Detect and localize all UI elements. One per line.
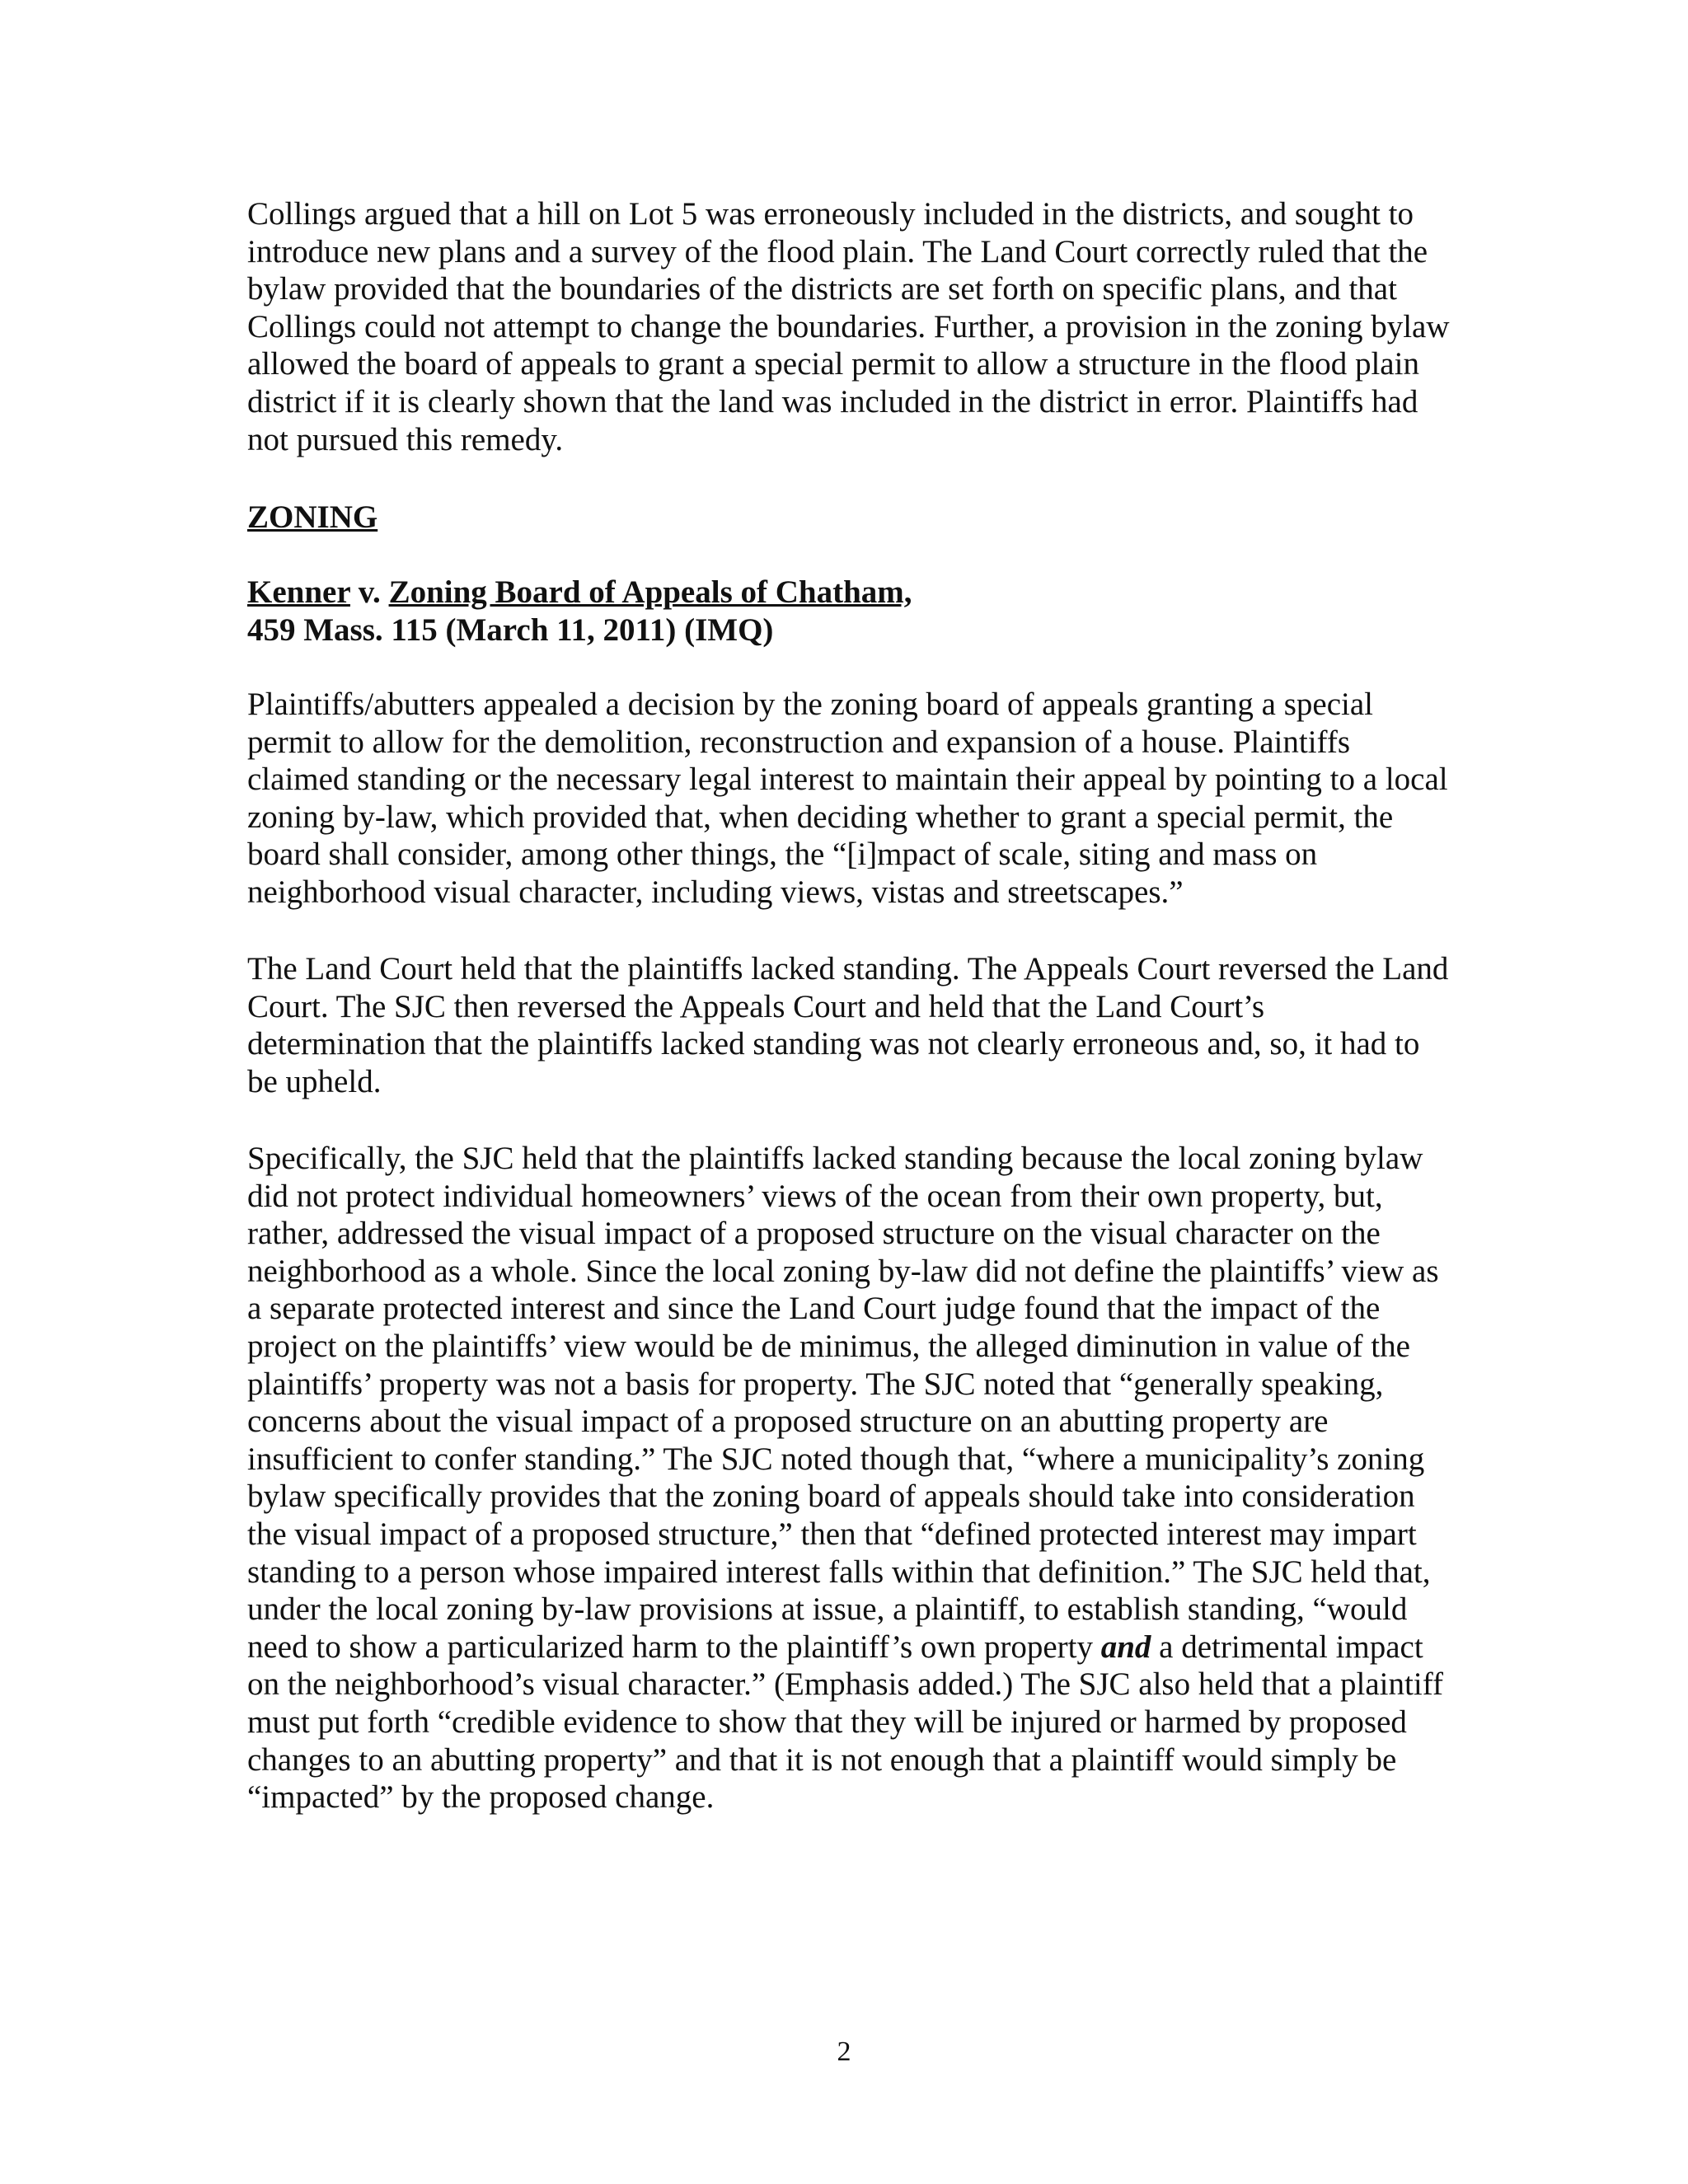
paragraph-3-part-1: Specifically, the SJC held that the plaintiffs lacked standing because the local zoning bylaw did not protect individual homeowners’ views of the ocean from their own property, but, rather, addressed the visual impact of a proposed structure on the visual character on the neighborhood as a whole. Since the local zoning by-law did not define the plaintiffs’ view as a separate protected interest and since the Land Court judge found that the impact of the project on the plaintiffs’ view would be de minimus, the alleged diminution in value of the plaintiffs’ property was not a basis for property. The SJC noted that “generally speaking, concerns about the visual impact of a proposed structure on an abutting property are insufficient to confer standing.” The SJC noted though that, “where a municipality’s zoning bylaw specifically provides that the zoning board of appeals should take into consideration the visual impact of a proposed structure,” then that “defined protected interest may impart standing to a person whose impaired interest falls within that definition.” The SJC held that, under the local zoning by-law provisions at issue, a plaintiff, to establish standing, “would need to show a particularized harm to the plaintiff’s own property (247, 1141, 1439, 1665)
case-party-1: Kenner (247, 574, 350, 610)
intro-paragraph: Collings argued that a hill on Lot 5 was erroneously included in the districts, and sought to introduce new plans and a survey of the flood plain. The Land Court correctly ruled that the bylaw provided that the boundaries of the districts are set forth on specific plans, and that Collings could not attempt to change the boundaries. Further, a provision in the zoning bylaw allowed the board of appeals to grant a special permit to allow a structure in the flood plain district if it is clearly shown that the land was included in the district in error. Plaintiffs had not pursued this remedy. (247, 196, 1450, 457)
paragraph-3-emphasis: and (1100, 1629, 1151, 1665)
case-citation: 459 Mass. 115 (March 11, 2011) (IMQ) (247, 612, 774, 648)
case-heading (247, 574, 912, 649)
case-paragraph-3 (247, 1140, 1451, 1816)
paragraph-3-part-2: a detrimental impact on the neighborhood’s visual character.” (Emphasis added.) The SJC also held that a plaintiff must put forth “credible evidence to show that they will be injured or harmed by proposed changes to an abutting property” and that it is not enough that a plaintiff would simply be “impacted” by the proposed change. (247, 1629, 1443, 1816)
case-title (247, 574, 912, 612)
section-heading: ZONING (247, 499, 378, 535)
case-paragraph-1: Plaintiffs/abutters appealed a decision by the zoning board of appeals granting a special permit to allow for the demolition, reconstruction and expansion of a house. Plaintiffs claimed standing or the necessary legal interest to maintain their appeal by pointing to a local zoning by-law, which provided that, when deciding whether to grant a special permit, the board shall consider, among other things, the “[i]mpact of scale, siting and mass on neighborhood visual character, including views, vistas and streetscapes.” (247, 687, 1448, 910)
case-paragraph-2: The Land Court held that the plaintiffs lacked standing. The Appeals Court reversed the Land Court. The SJC then reversed the Appeals Court and held that the Land Court’s determination that the plaintiffs lacked standing was not clearly erroneous and, so, it had to be upheld. (247, 951, 1449, 1099)
case-versus: v. (349, 574, 389, 610)
page-number: 2 (837, 2036, 851, 2067)
case-party-2: Zoning Board of Appeals of Chatham, (388, 574, 912, 610)
